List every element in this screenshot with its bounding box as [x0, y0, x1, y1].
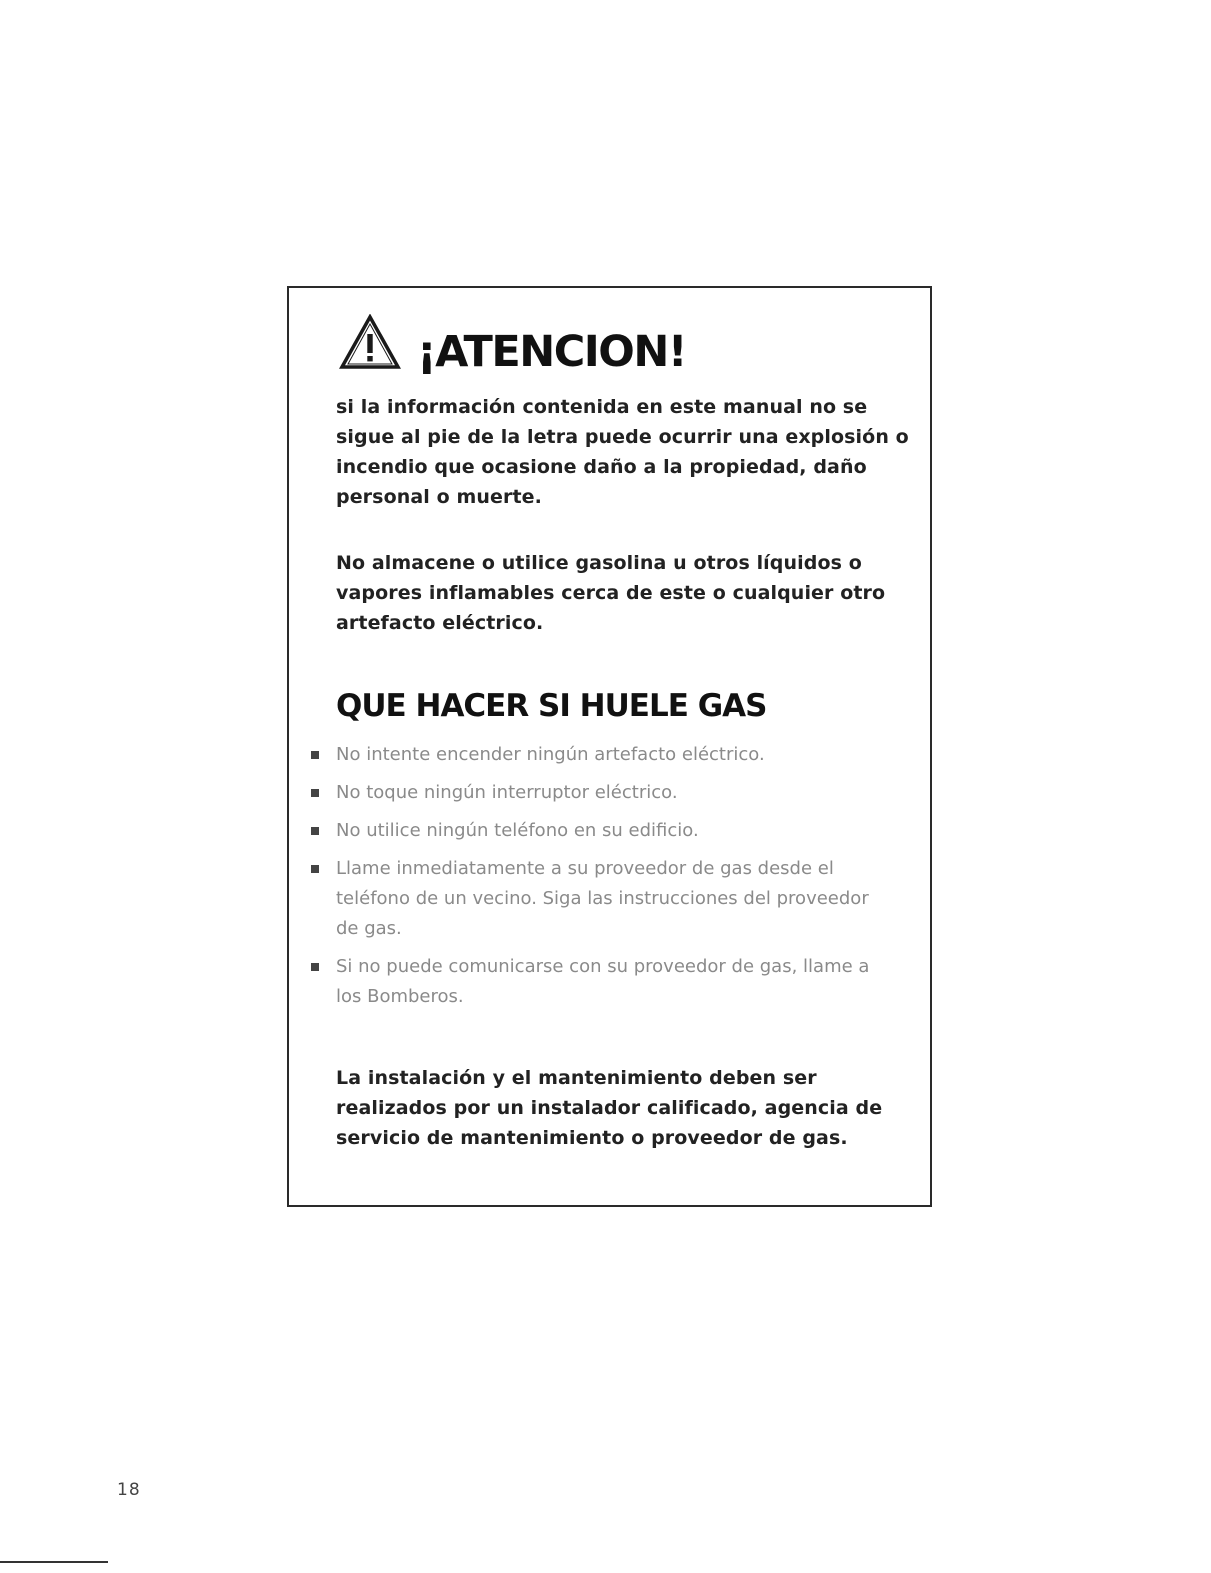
- bullet-icon: [311, 827, 319, 835]
- warning-box: [287, 286, 932, 1207]
- list-item: [289, 816, 929, 846]
- list-item-text: No intente encender ningún artefacto eléctrico.: [336, 744, 765, 765]
- list-item: [289, 778, 929, 808]
- warning-paragraph-2: No almacene o utilice gasolina u otros líquidos o vapores inflamables cerca de este o cualquier otro artefacto eléctrico.: [336, 552, 886, 634]
- warning-paragraph-3: La instalación y el mantenimiento deben ser realizados por un instalador calificado, agencia de servicio de mantenimiento o proveedor de gas.: [336, 1067, 883, 1149]
- list-item: [289, 952, 929, 1012]
- warning-heading: [339, 314, 686, 377]
- list-item: [289, 854, 929, 944]
- page-number: 18: [117, 1480, 141, 1500]
- warning-triangle-icon: [339, 314, 401, 370]
- list-item-text: No toque ningún interruptor eléctrico.: [336, 782, 678, 803]
- bullet-icon: [311, 751, 319, 759]
- warning-title: ¡ATENCION!: [417, 327, 686, 377]
- bullet-icon: [311, 789, 319, 797]
- list-item: [289, 740, 929, 770]
- warning-paragraph-1: si la información contenida en este manual no se sigue al pie de la letra puede ocurrir una explosión o incendio que ocasione daño a la propiedad, daño personal o muerte.: [336, 396, 909, 508]
- footer-rule: [0, 1561, 108, 1563]
- list-item-text: Si no puede comunicarse con su proveedor de gas, llame a los Bomberos.: [336, 956, 870, 1007]
- list-item-text: Llame inmediatamente a su proveedor de gas desde el teléfono de un vecino. Siga las instrucciones del proveedor de gas.: [336, 858, 869, 939]
- list-item-text: No utilice ningún teléfono en su edificio.: [336, 820, 699, 841]
- gas-instructions-list: [289, 740, 929, 1020]
- section-title: QUE HACER SI HUELE GAS: [336, 688, 767, 724]
- bullet-icon: [311, 865, 319, 873]
- bullet-icon: [311, 963, 319, 971]
